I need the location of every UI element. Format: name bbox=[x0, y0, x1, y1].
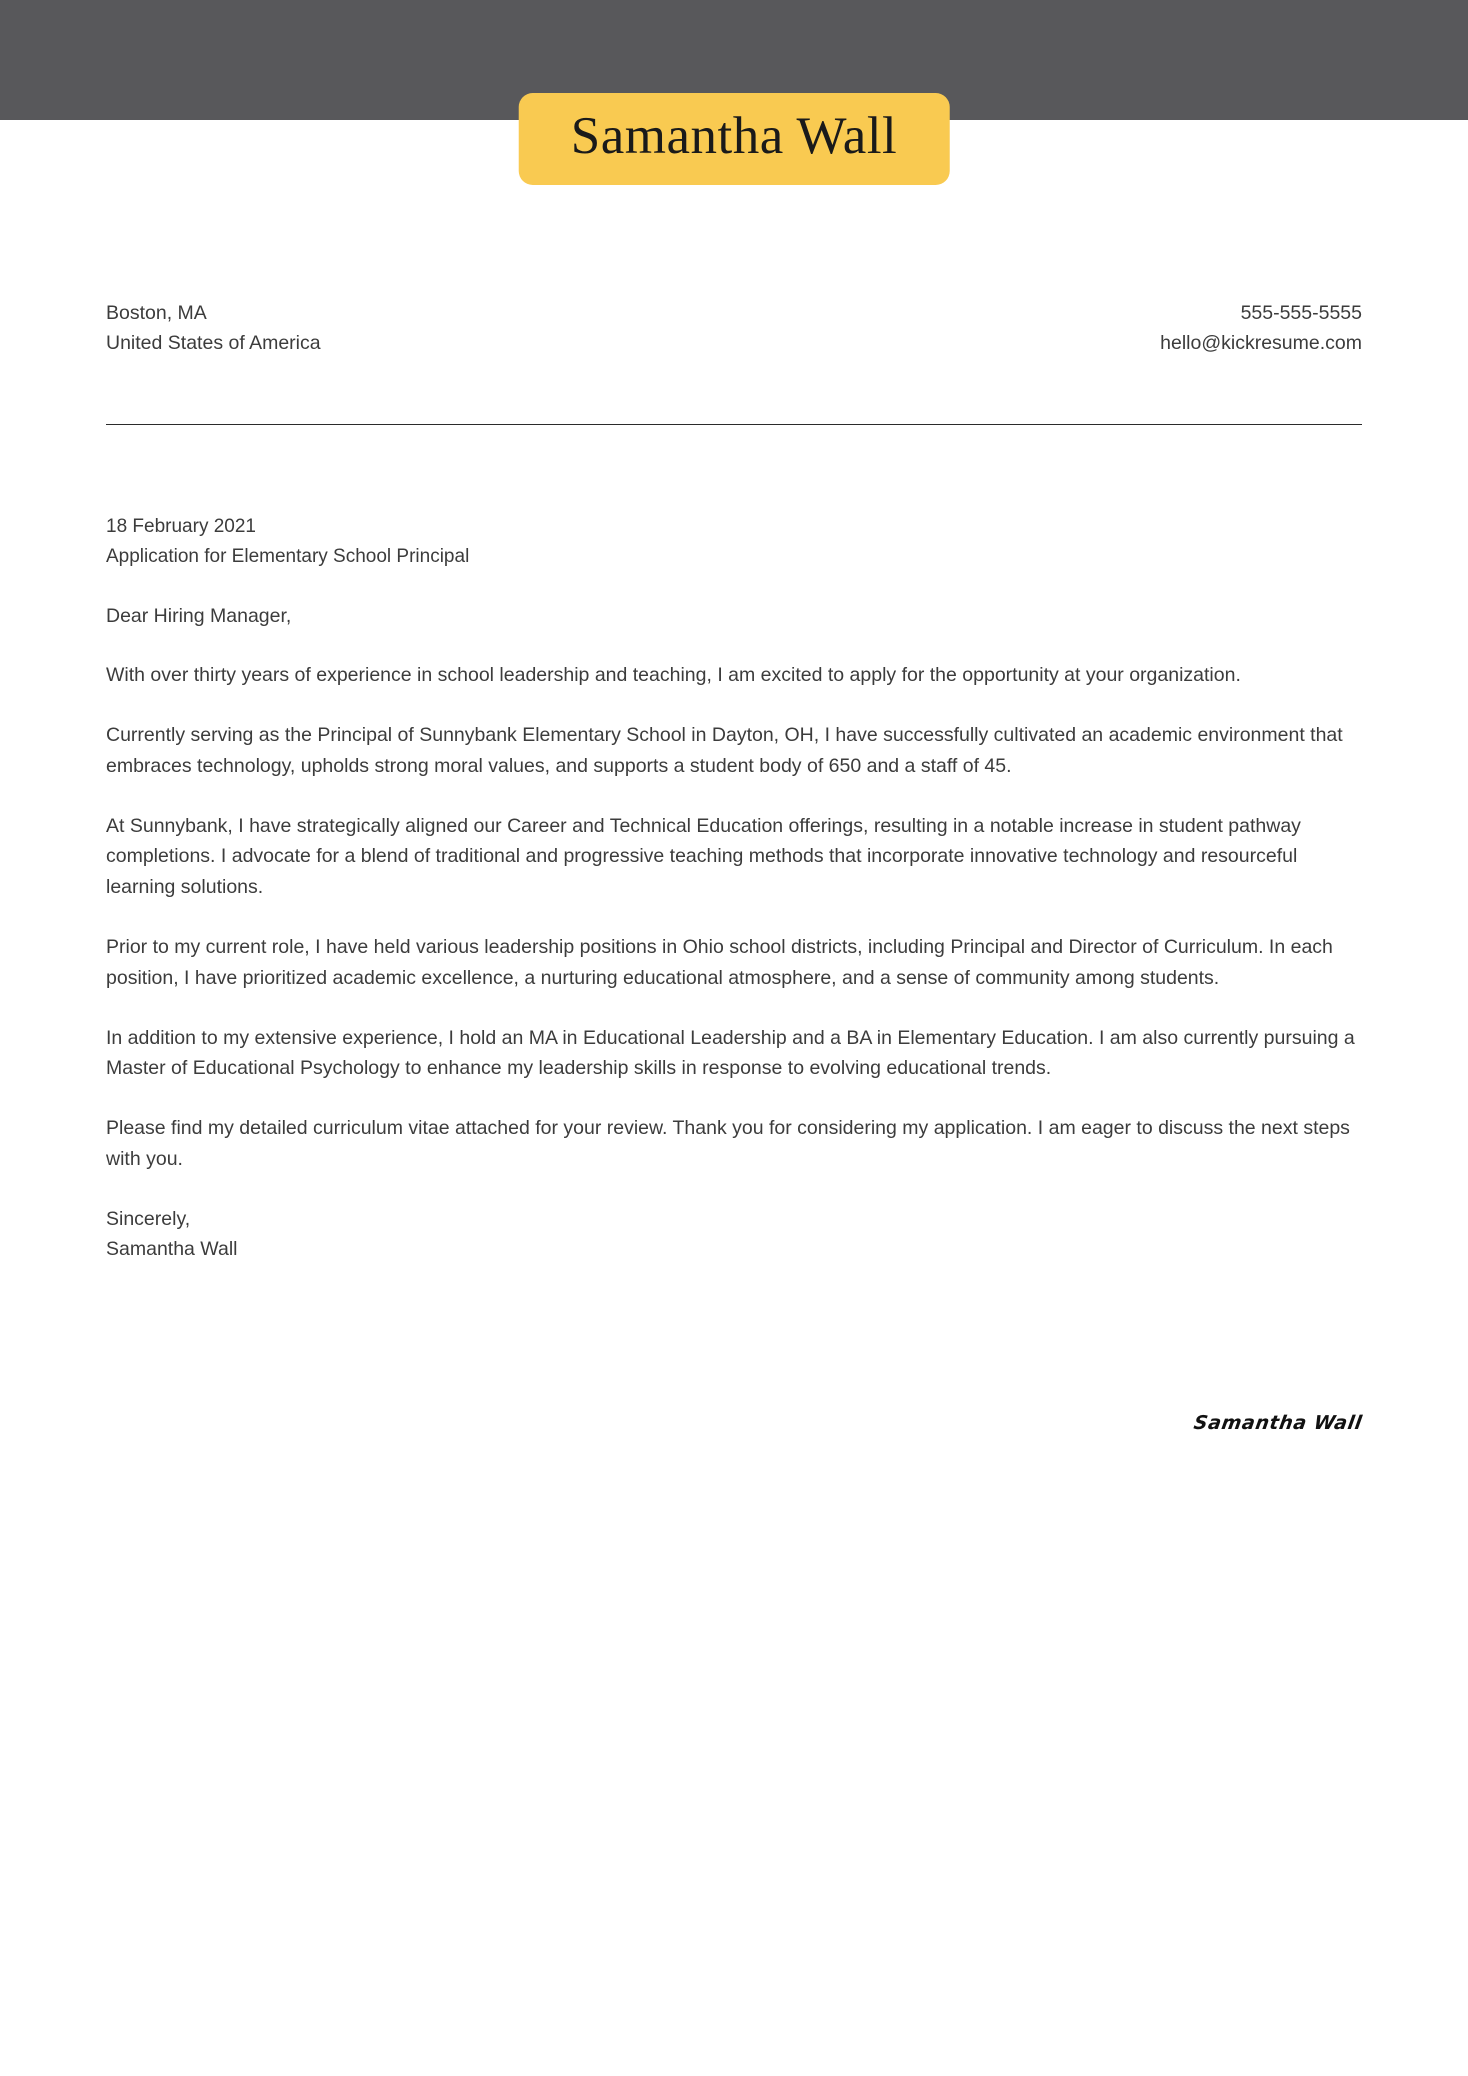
contact-row bbox=[106, 298, 1362, 358]
contact-details-block bbox=[1160, 298, 1362, 358]
name-banner bbox=[519, 93, 950, 185]
closing-salutation: Sincerely, bbox=[106, 1207, 191, 1230]
contact-city: Boston, MA bbox=[106, 302, 207, 324]
letter-paragraph: Prior to my current role, I have held various leadership positions in Ohio school districts, including Principal and Director of Curriculum. In each position, I have prioritized academic excellence, a nurturing educational atmosphere, and a sense of community among students. bbox=[106, 936, 1333, 989]
contact-phone[interactable]: 555-555-5555 bbox=[1240, 302, 1362, 324]
handwritten-signature: Samantha Wall bbox=[1192, 1412, 1364, 1434]
letter-paragraph: Currently serving as the Principal of Sunnybank Elementary School in Dayton, OH, I have successfully cultivated an academic environment that embraces technology, upholds strong moral values, and supports a student body of 650 and a staff of 45. bbox=[106, 724, 1343, 777]
letter-salutation: Dear Hiring Manager, bbox=[106, 605, 292, 628]
letter-date: 18 February 2021 bbox=[106, 516, 256, 537]
applicant-name: Samantha Wall bbox=[570, 107, 898, 165]
letter-closing bbox=[106, 1204, 1362, 1264]
contact-email[interactable]: hello@kickresume.com bbox=[1160, 332, 1362, 355]
letter-subject: Application for Elementary School Principal bbox=[106, 546, 470, 568]
closing-name: Samantha Wall bbox=[106, 1238, 238, 1261]
letter-paragraph: At Sunnybank, I have strategically aligned our Career and Technical Education offerings, resulting in a notable increase in student pathway completions. I advocate for a blend of traditional and progressive teaching methods that incorporate innovative technology and resourceful learning solutions. bbox=[106, 814, 1301, 899]
letter-paragraph: In addition to my extensive experience, I hold an MA in Educational Leadership and a BA in Elementary Education. I am also currently pursuing a Master of Educational Psychology to enhance my leadership skills in response to evolving educational trends. bbox=[106, 1026, 1355, 1080]
contact-address-block bbox=[106, 298, 321, 358]
contact-country: United States of America bbox=[106, 332, 321, 355]
letter-paragraph: Please find my detailed curriculum vitae attached for your review. Thank you for considering my application. I am eager to discuss the next steps with you. bbox=[106, 1117, 1350, 1171]
header-divider bbox=[106, 424, 1362, 425]
letter-paragraph: With over thirty years of experience in school leadership and teaching, I am excited to apply for the opportunity at your organization. bbox=[106, 664, 1241, 687]
letter-body bbox=[106, 512, 1362, 1264]
